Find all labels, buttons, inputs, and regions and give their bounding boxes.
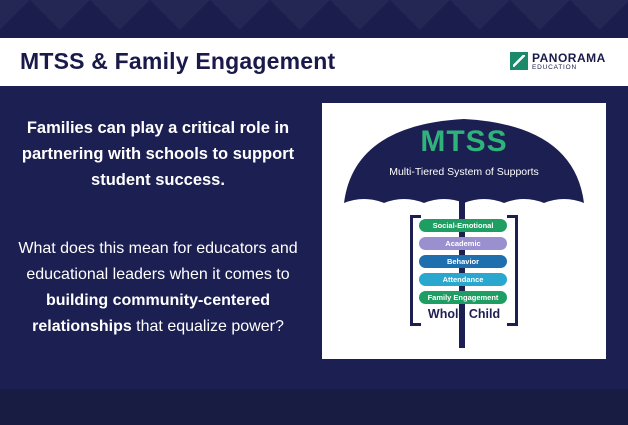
tier-bar: Academic <box>419 237 507 250</box>
mtss-title: MTSS <box>420 125 508 158</box>
question-bold: building community-centered relationships <box>32 292 270 335</box>
question-part2: that equalize power? <box>131 318 284 335</box>
panorama-logo-icon <box>510 52 528 70</box>
lead-text: Families can play a critical role in partnering with schools to support student success. <box>21 119 295 189</box>
question-text <box>8 236 308 340</box>
tier-bar: Attendance <box>419 273 507 286</box>
slide-title: MTSS & Family Engagement <box>20 48 336 74</box>
mtss-subtitle: Multi-Tiered System of Supports <box>389 166 539 178</box>
tier-bar: Social-Emotional <box>419 219 507 232</box>
tier-bar: Family Engagement <box>419 291 507 304</box>
mtss-diagram <box>322 103 606 359</box>
whole-child-label: Whole Child <box>427 307 501 321</box>
logo-sub: EDUCATION <box>532 64 577 71</box>
video-bottom-strip <box>0 389 628 425</box>
tier-list <box>419 219 507 309</box>
slide-title-bar <box>0 38 628 86</box>
logo-name: PANORAMA <box>532 51 606 65</box>
tier-bar: Behavior <box>419 255 507 268</box>
panorama-logo <box>510 51 610 73</box>
question-part1: What does this mean for educators and educational leaders when it comes to <box>18 240 298 283</box>
